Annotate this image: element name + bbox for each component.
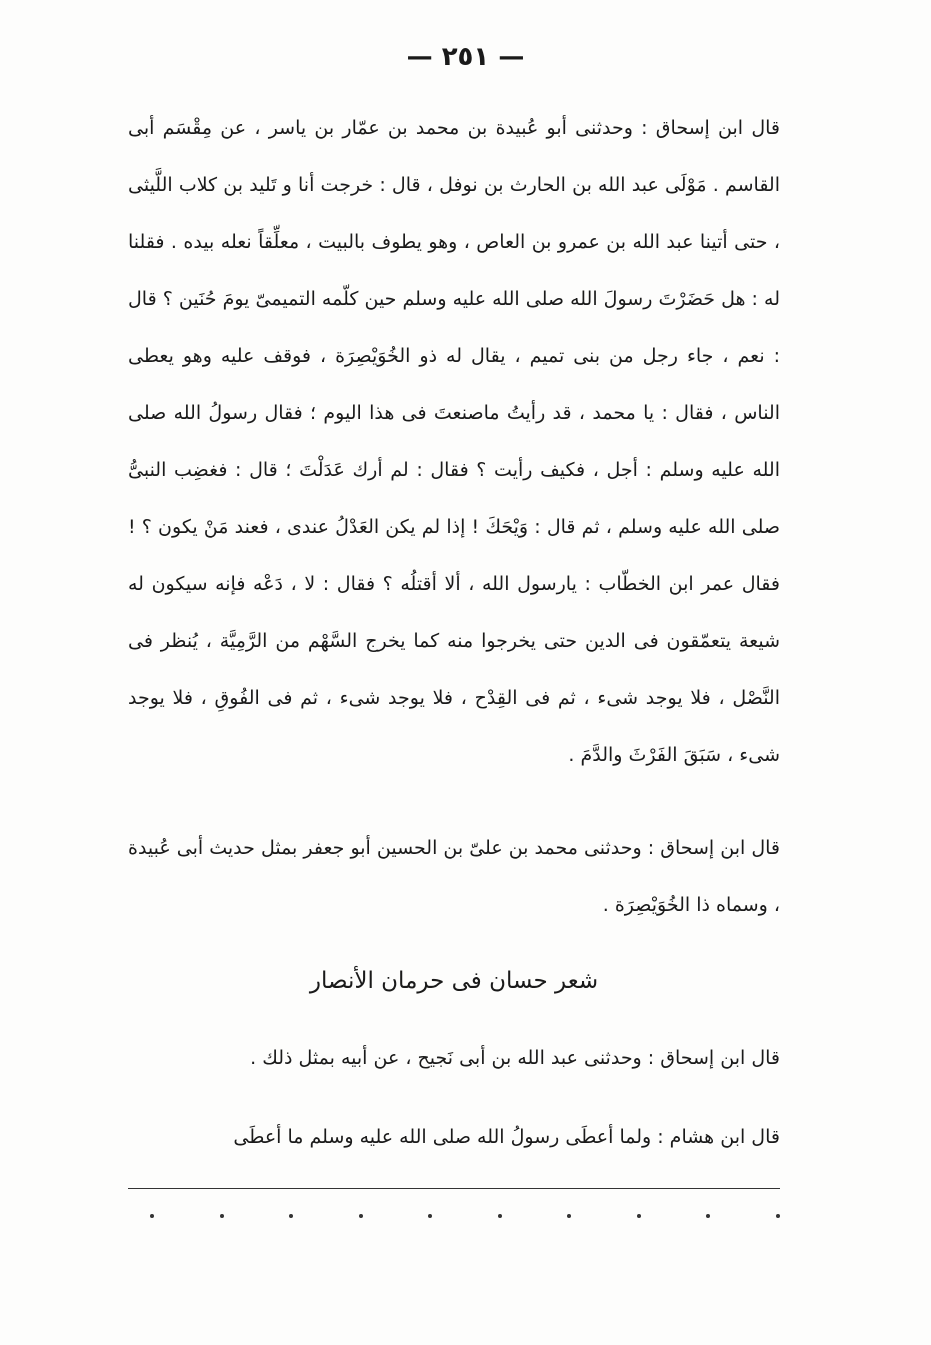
footnote-dot bbox=[428, 1214, 432, 1218]
paragraph-text: قال ابن إسحاق : وحدثنى أبو عُبيدة بن محمد بن عمّار بن ياسر ، عن مِقْسَم أبى القاسم . مَوْلَى عبد الله بن الحارث بن نوفل ، قال : خرجت أنا و تَليد بن كلاب اللَّيثى ، حتى أتينا عبد الله بن عمرو بن العاص ، وهو يطوف بالبيت ، معلِّقاً نعله بيده . فقلنا له : هل حَضَرْتَ رسولَ الله صلى الله عليه وسلم حين كلّمه التميمىّ يومَ حُنَين ؟ قال : نعم ، جاء رجل من بنى تميم ، يقال له ذو الخُوَيْصِرَة ، فوقف عليه وهو يعطى الناس ، فقال : يا محمد ، قد رأيتُ ماصنعتَ فى هذا اليوم ؛ فقال رسولُ الله صلى الله عليه وسلم : أجل ، فكيف رأيت ؟ فقال : لم أرك عَدَلْتَ ؛ قال : فغضِب النبىُّ صلى الله عليه وسلم ، ثم قال : وَيْحَكَ ! إذا لم يكن العَدْلُ عندى ، فعند مَنْ يكون ؟ ! فقال عمر ابن الخطّاب : يارسول الله ، ألا أقتلُه ؟ فقال : لا ، دَعْه فإنه سيكون له شيعة يتعمّقون فى الدين حتى يخرجوا منه كما يخرج السَّهْم من الرَّمِيَّة ، يُنظر فى النَّصْل ، فلا يوجد شىء ، ثم فى القِدْح ، فلا يوجد شىء ، ثم فى الفُوقِ ، فلا يوجد شىء ، سَبَقَ الفَرْثَ والدَّمَ . bbox=[128, 117, 780, 766]
footnote-dot bbox=[220, 1214, 224, 1218]
footnote-dot bbox=[567, 1214, 571, 1218]
paragraph-text: قال ابن إسحاق : وحدثنى عبد الله بن أبى نَجيح ، عن أبيه بمثل ذلك . bbox=[250, 1047, 780, 1069]
footnote-dot bbox=[637, 1214, 641, 1218]
footnote-dot bbox=[706, 1214, 710, 1218]
paragraph-ibn-abi-najih bbox=[128, 1030, 780, 1090]
paragraph-abu-jafar bbox=[128, 820, 780, 940]
footnote-separator bbox=[128, 1188, 780, 1189]
paragraph-text: قال ابن إسحاق : وحدثنى محمد بن علىّ بن الحسين أبو جعفر بمثل حديث أبى عُبيدة ، وسماه ذا الخُوَيْصِرَة . bbox=[128, 837, 780, 916]
footnote-dot bbox=[359, 1214, 363, 1218]
footnote-dot bbox=[150, 1214, 154, 1218]
footnote-dots bbox=[150, 1208, 780, 1228]
paragraph-abdullah-ibn-amr bbox=[128, 100, 780, 820]
page-number: — ٢٥١ — bbox=[406, 42, 525, 72]
paragraph-text: قال ابن هشام : ولما أعطَى رسولُ الله صلى الله عليه وسلم ما أعطَى bbox=[233, 1126, 780, 1148]
section-heading: شعر حسان فى حرمان الأنصار bbox=[309, 968, 599, 994]
paragraph-ibn-hisham bbox=[128, 1109, 780, 1169]
footnote-dot bbox=[776, 1214, 780, 1218]
footnote-dot bbox=[498, 1214, 502, 1218]
footnote-dot bbox=[289, 1214, 293, 1218]
